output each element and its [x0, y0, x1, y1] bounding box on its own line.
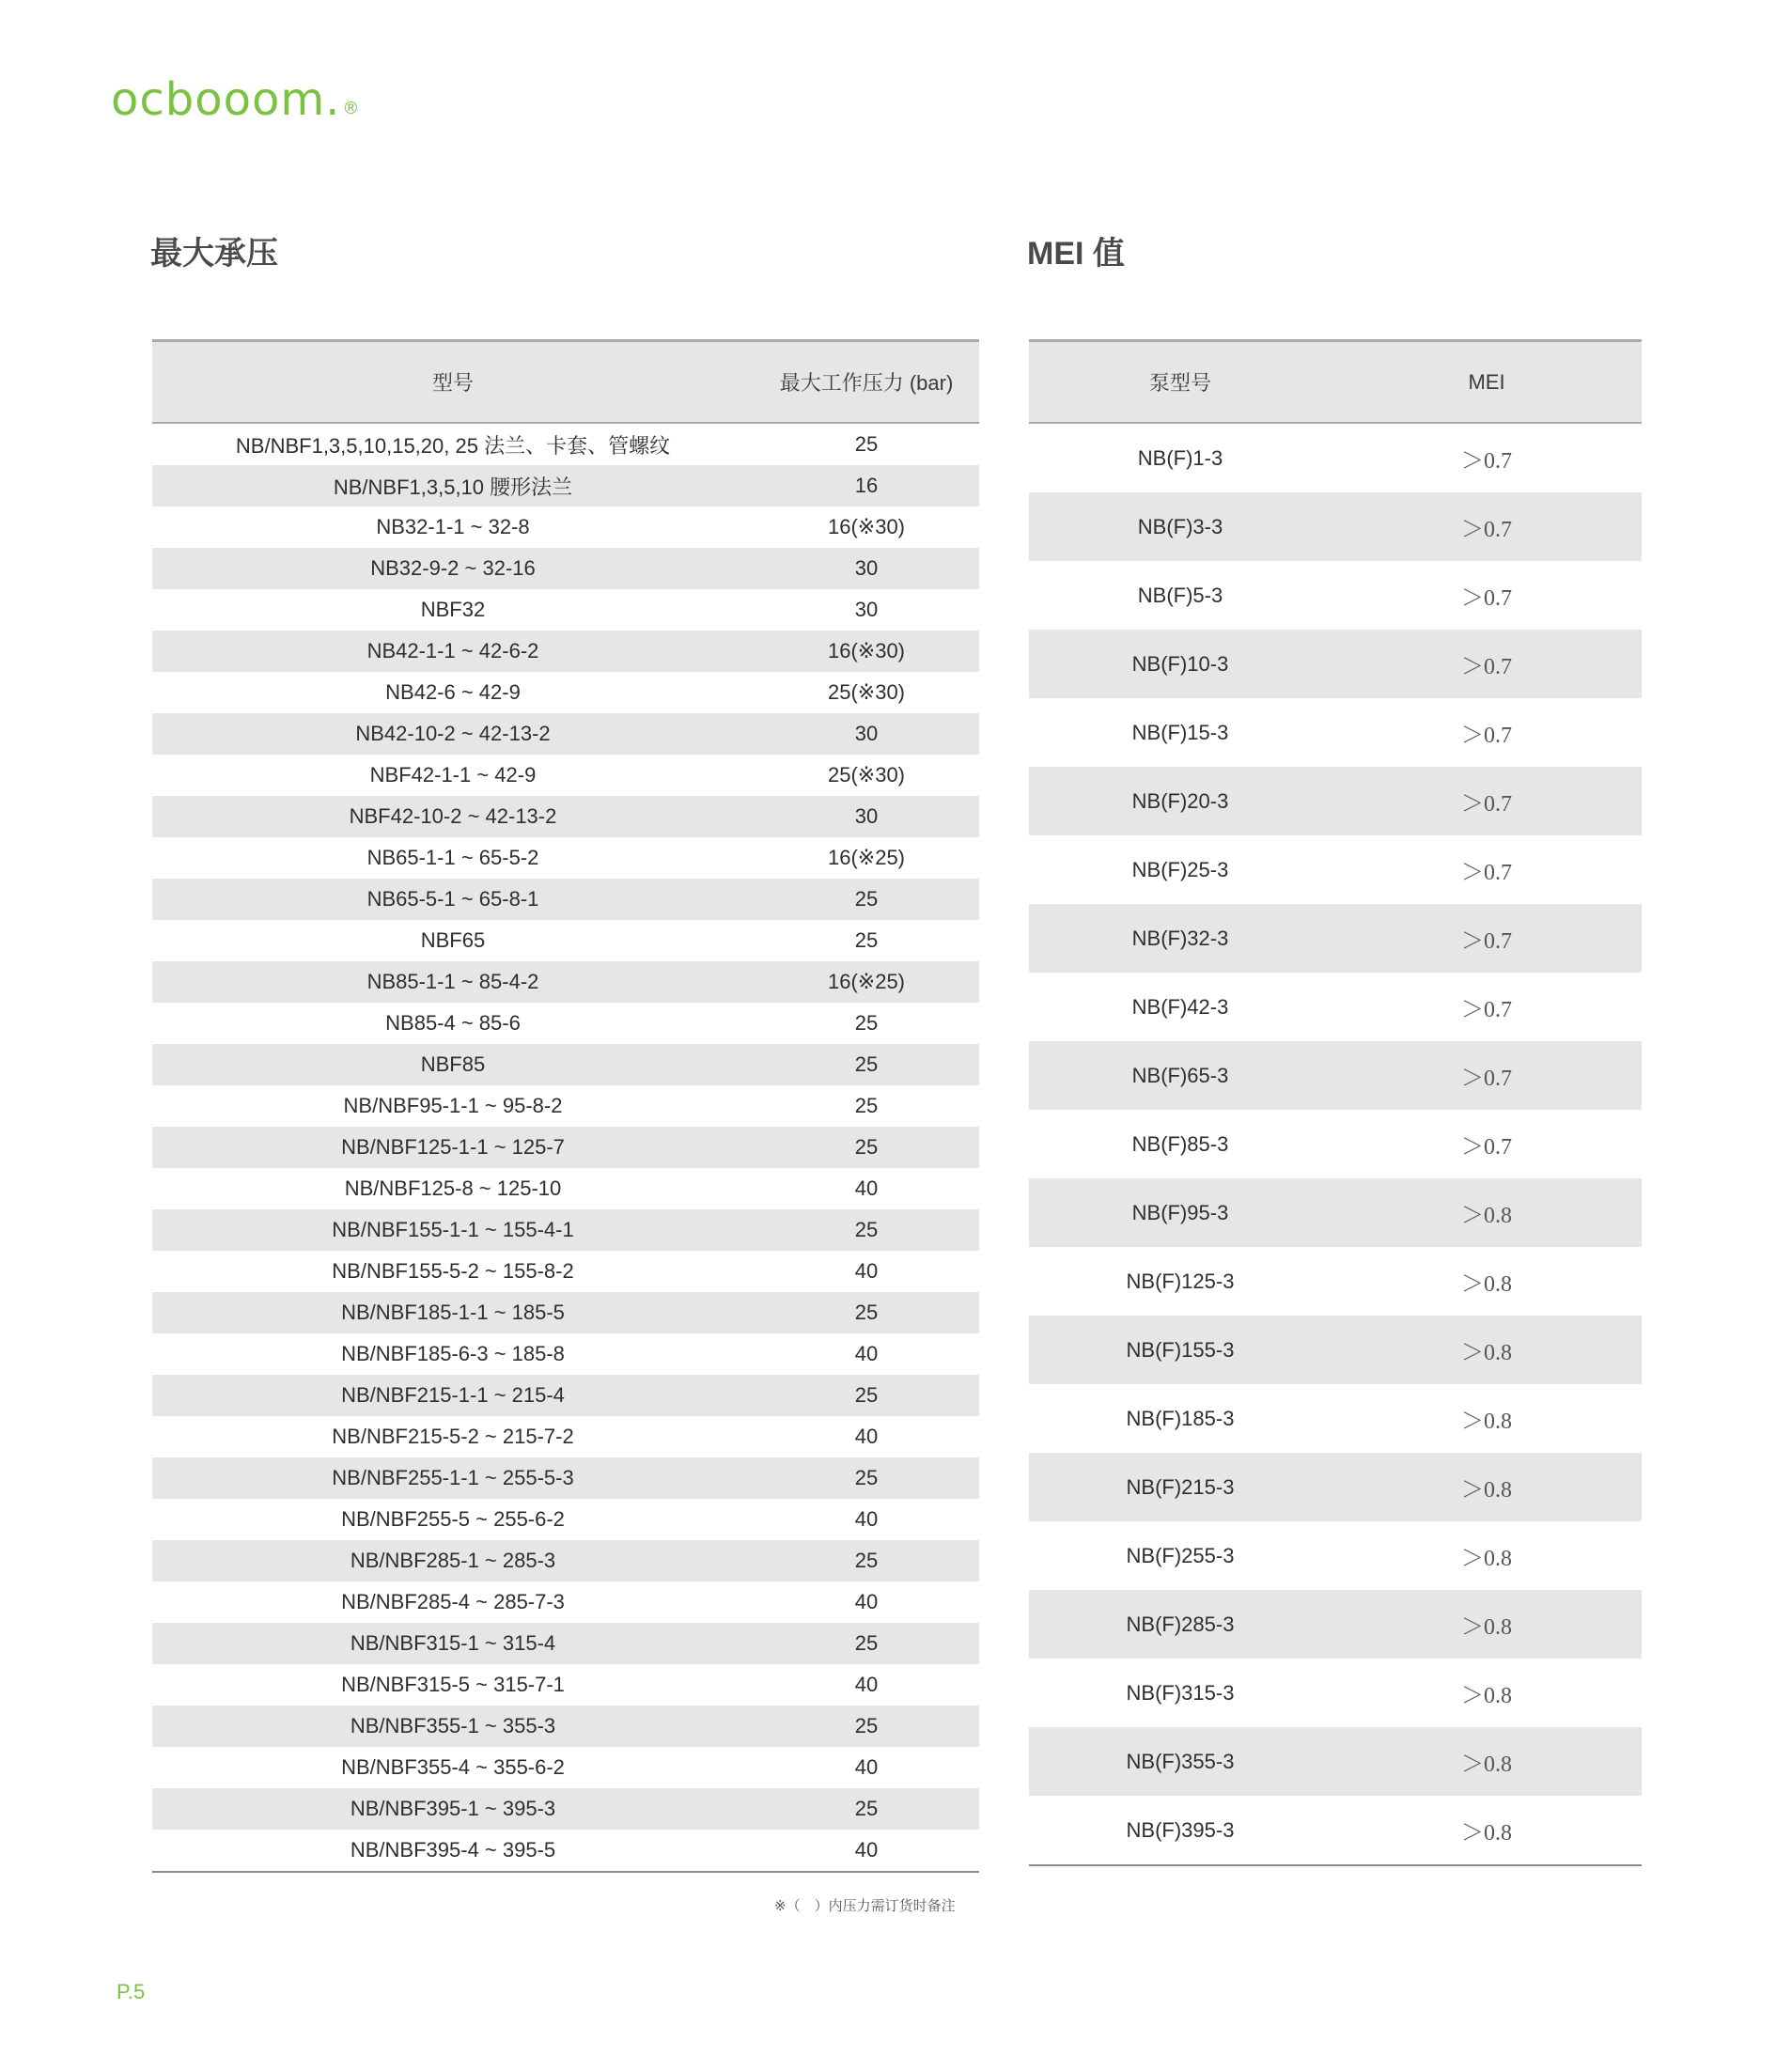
pressure-cell: 25: [754, 1706, 979, 1747]
pressure-cell: 16(※30): [827, 515, 906, 538]
table-row: [1029, 767, 1642, 835]
table-row: [152, 1540, 979, 1581]
model-cell: NB/NBF215-5-2 ~ 215-7-2: [332, 1425, 574, 1448]
table-row: [1029, 1453, 1642, 1521]
header-pump-model: 泵型号: [1029, 341, 1332, 424]
table-row: [152, 920, 979, 961]
model-cell: NB65-5-1 ~ 65-8-1: [152, 879, 754, 920]
pressure-cell: 25: [754, 1623, 979, 1664]
mei-value-cell: ＞0.8: [1461, 1272, 1512, 1297]
mei-value-cell: ＞0.7: [1461, 1135, 1512, 1160]
table-row: [1029, 835, 1642, 904]
table-row: [1029, 1247, 1642, 1316]
pressure-cell: 40: [854, 1425, 879, 1448]
model-cell: NB/NBF395-1 ~ 395-3: [152, 1788, 754, 1830]
table-header-row: [1029, 341, 1642, 424]
pressure-cell: 25(※30): [827, 763, 906, 787]
model-cell: NB/NBF315-1 ~ 315-4: [152, 1623, 754, 1664]
table-row: [152, 1085, 979, 1127]
pump-model-cell: NB(F)3-3: [1029, 492, 1332, 561]
pressure-cell: 25: [754, 1375, 979, 1416]
model-cell: NB/NBF255-5 ~ 255-6-2: [341, 1507, 565, 1531]
pump-model-cell: NB(F)1-3: [1137, 445, 1223, 470]
mei-value-cell: ＞0.8: [1332, 1178, 1642, 1247]
table-row: [1029, 1796, 1642, 1865]
mei-value-cell: ＞0.7: [1461, 998, 1512, 1022]
mei-value-cell: ＞0.7: [1461, 861, 1512, 885]
model-cell: NB/NBF1,3,5,10,15,20, 25 法兰、卡套、管螺纹: [235, 433, 671, 458]
table-row: [152, 837, 979, 879]
header-model: 型号: [152, 341, 754, 424]
pressure-cell: 25: [754, 1292, 979, 1333]
pump-model-cell: NB(F)125-3: [1126, 1269, 1235, 1293]
model-cell: NBF32: [420, 598, 486, 621]
table-row: [1029, 698, 1642, 767]
pressure-cell: 40: [854, 1342, 879, 1365]
table-row: [152, 672, 979, 713]
table-row: [152, 423, 979, 465]
table-row: [152, 1664, 979, 1706]
model-cell: NB/NBF395-4 ~ 395-5: [350, 1838, 556, 1862]
pressure-cell: 25: [854, 1094, 879, 1117]
table-row: [152, 879, 979, 920]
mei-value-cell: ＞0.7: [1332, 767, 1642, 835]
header-mei: MEI: [1332, 341, 1642, 424]
table-row: [152, 1706, 979, 1747]
model-cell: NBF85: [152, 1044, 754, 1085]
table-row: [152, 1623, 979, 1664]
model-cell: NB/NBF215-1-1 ~ 215-4: [152, 1375, 754, 1416]
model-cell: NB32-1-1 ~ 32-8: [376, 515, 530, 538]
pressure-cell: 16: [754, 465, 979, 506]
table-row: [152, 1747, 979, 1788]
pressure-cell: 40: [854, 1838, 879, 1862]
pressure-cell: 25(※30): [827, 680, 906, 704]
mei-table-body: [1029, 423, 1642, 1865]
pump-model-cell: NB(F)10-3: [1029, 630, 1332, 698]
pressure-cell: 25: [754, 1788, 979, 1830]
table-row: [1029, 492, 1642, 561]
pressure-cell: 30: [754, 796, 979, 837]
table-row: [152, 631, 979, 672]
pump-model-cell: NB(F)5-3: [1137, 583, 1223, 607]
pump-model-cell: NB(F)42-3: [1131, 994, 1229, 1019]
model-cell: NBF65: [420, 928, 486, 952]
model-cell: NBF42-10-2 ~ 42-13-2: [152, 796, 754, 837]
table-row: [152, 1416, 979, 1457]
pump-model-cell: NB(F)85-3: [1131, 1131, 1229, 1156]
pressure-cell: 40: [854, 1507, 879, 1531]
table-row: [152, 1044, 979, 1085]
table-row: [1029, 1521, 1642, 1590]
page-number: P.5: [117, 1980, 146, 2003]
pump-model-cell: NB(F)20-3: [1029, 767, 1332, 835]
pump-model-cell: NB(F)25-3: [1131, 857, 1229, 881]
table-row: [152, 1375, 979, 1416]
table-row: [152, 506, 979, 548]
table-row: [1029, 423, 1642, 492]
model-cell: NB/NBF185-6-3 ~ 185-8: [341, 1342, 565, 1365]
pressure-cell: 30: [854, 598, 879, 621]
model-cell: NB/NBF125-1-1 ~ 125-7: [152, 1127, 754, 1168]
mei-title: MEI 值: [1027, 236, 1125, 272]
pump-model-cell: NB(F)32-3: [1029, 904, 1332, 973]
pressure-cell: 25: [754, 1457, 979, 1499]
model-cell: NB/NBF355-4 ~ 355-6-2: [341, 1755, 565, 1779]
model-cell: NBF42-1-1 ~ 42-9: [369, 763, 537, 787]
table-row: [1029, 1041, 1642, 1110]
table-row: [152, 589, 979, 631]
model-cell: NB/NBF185-1-1 ~ 185-5: [152, 1292, 754, 1333]
pressure-cell: 25: [754, 1127, 979, 1168]
table-row: [152, 1168, 979, 1209]
pressure-cell: 40: [854, 1259, 879, 1283]
max-pressure-table: [152, 339, 979, 1873]
table-row: [1029, 630, 1642, 698]
model-cell: NB85-4 ~ 85-6: [385, 1011, 521, 1035]
table-row: [152, 796, 979, 837]
pressure-cell: 40: [854, 1755, 879, 1779]
model-cell: NB85-1-1 ~ 85-4-2: [152, 961, 754, 1003]
pressure-cell: 25: [754, 1044, 979, 1085]
pump-model-cell: NB(F)155-3: [1029, 1316, 1332, 1384]
mei-value-cell: ＞0.8: [1332, 1590, 1642, 1659]
pressure-cell: 40: [854, 1673, 879, 1696]
table-row: [1029, 1316, 1642, 1384]
model-cell: NB42-6 ~ 42-9: [385, 680, 521, 704]
pressure-cell: 30: [754, 548, 979, 589]
pump-model-cell: NB(F)15-3: [1131, 720, 1229, 744]
model-cell: NB/NBF155-1-1 ~ 155-4-1: [152, 1209, 754, 1251]
table-row: [152, 1209, 979, 1251]
model-cell: NB/NBF1,3,5,10 腰形法兰: [152, 465, 754, 506]
pump-model-cell: NB(F)315-3: [1126, 1680, 1235, 1705]
mei-value-cell: ＞0.8: [1461, 1547, 1512, 1571]
pump-model-cell: NB(F)185-3: [1126, 1406, 1235, 1430]
pressure-cell: 25: [754, 1209, 979, 1251]
table-row: [1029, 1590, 1642, 1659]
table-row: [1029, 973, 1642, 1041]
table-row: [152, 755, 979, 796]
table-row: [1029, 1178, 1642, 1247]
mei-value-cell: ＞0.8: [1332, 1727, 1642, 1796]
max-pressure-title: 最大承压: [150, 236, 278, 272]
mei-value-cell: ＞0.8: [1461, 1821, 1512, 1846]
pump-model-cell: NB(F)285-3: [1029, 1590, 1332, 1659]
mei-value-cell: ＞0.7: [1461, 586, 1512, 611]
mei-value-cell: ＞0.7: [1332, 630, 1642, 698]
mei-table: [1029, 339, 1642, 1866]
mei-value-cell: ＞0.7: [1332, 1041, 1642, 1110]
table-row: [1029, 904, 1642, 973]
model-cell: NB/NBF315-5 ~ 315-7-1: [341, 1673, 565, 1696]
table-row: [152, 961, 979, 1003]
table-row: [152, 1003, 979, 1044]
model-cell: NB/NBF285-4 ~ 285-7-3: [341, 1590, 565, 1613]
pressure-cell: 30: [754, 713, 979, 755]
logo-text: ocbooom.: [111, 73, 341, 126]
pump-model-cell: NB(F)255-3: [1126, 1543, 1235, 1567]
pressure-cell: 25: [854, 1011, 879, 1035]
mei-value-cell: ＞0.8: [1332, 1453, 1642, 1521]
model-cell: NB32-9-2 ~ 32-16: [152, 548, 754, 589]
pump-model-cell: NB(F)215-3: [1029, 1453, 1332, 1521]
table-row: [1029, 561, 1642, 630]
mei-value-cell: ＞0.7: [1461, 724, 1512, 748]
table-row: [1029, 1727, 1642, 1796]
mei-value-cell: ＞0.7: [1332, 492, 1642, 561]
brand-logo: [111, 71, 360, 128]
table-row: [152, 1830, 979, 1872]
pressure-cell: 25: [854, 432, 879, 456]
table-row: [152, 1788, 979, 1830]
pressure-cell: 40: [854, 1590, 879, 1613]
model-cell: NB/NBF255-1-1 ~ 255-5-3: [152, 1457, 754, 1499]
table-row: [152, 548, 979, 589]
model-cell: NB/NBF285-1 ~ 285-3: [152, 1540, 754, 1581]
mei-value-cell: ＞0.8: [1461, 1410, 1512, 1434]
pressure-cell: 25: [754, 1540, 979, 1581]
pressure-cell: 16(※30): [754, 631, 979, 672]
model-cell: NB/NBF155-5-2 ~ 155-8-2: [332, 1259, 574, 1283]
model-cell: NB42-10-2 ~ 42-13-2: [152, 713, 754, 755]
pump-model-cell: NB(F)65-3: [1029, 1041, 1332, 1110]
table-row: [1029, 1384, 1642, 1453]
model-cell: NB65-1-1 ~ 65-5-2: [366, 846, 539, 869]
table-header-row: [152, 341, 979, 424]
pressure-cell: 25: [854, 928, 879, 952]
table-row: [152, 1333, 979, 1375]
max-pressure-table-body: [152, 423, 979, 1872]
table-row: [152, 1251, 979, 1292]
pressure-footnote: ※（ ）内压力需订货时备注: [774, 1898, 956, 1914]
registered-mark: ®: [342, 99, 361, 118]
pressure-cell: 16(※25): [827, 846, 906, 869]
table-row: [152, 1581, 979, 1623]
table-row: [152, 1127, 979, 1168]
mei-value-cell: ＞0.7: [1461, 449, 1512, 474]
pump-model-cell: NB(F)355-3: [1029, 1727, 1332, 1796]
mei-value-cell: ＞0.8: [1332, 1316, 1642, 1384]
model-cell: NB/NBF95-1-1 ~ 95-8-2: [343, 1094, 563, 1117]
mei-value-cell: ＞0.7: [1332, 904, 1642, 973]
table-row: [152, 1457, 979, 1499]
model-cell: NB/NBF355-1 ~ 355-3: [152, 1706, 754, 1747]
pressure-cell: 16(※25): [754, 961, 979, 1003]
table-row: [152, 713, 979, 755]
header-max-pressure: 最大工作压力 (bar): [754, 341, 979, 424]
pump-model-cell: NB(F)395-3: [1126, 1817, 1235, 1842]
pressure-cell: 40: [854, 1176, 879, 1200]
mei-value-cell: ＞0.8: [1461, 1684, 1512, 1708]
model-cell: NB/NBF125-8 ~ 125-10: [344, 1176, 562, 1200]
pump-model-cell: NB(F)95-3: [1029, 1178, 1332, 1247]
pressure-cell: 25: [754, 879, 979, 920]
model-cell: NB42-1-1 ~ 42-6-2: [152, 631, 754, 672]
table-row: [1029, 1110, 1642, 1178]
table-row: [152, 1292, 979, 1333]
table-row: [152, 1499, 979, 1540]
table-row: [1029, 1659, 1642, 1727]
table-row: [152, 465, 979, 506]
